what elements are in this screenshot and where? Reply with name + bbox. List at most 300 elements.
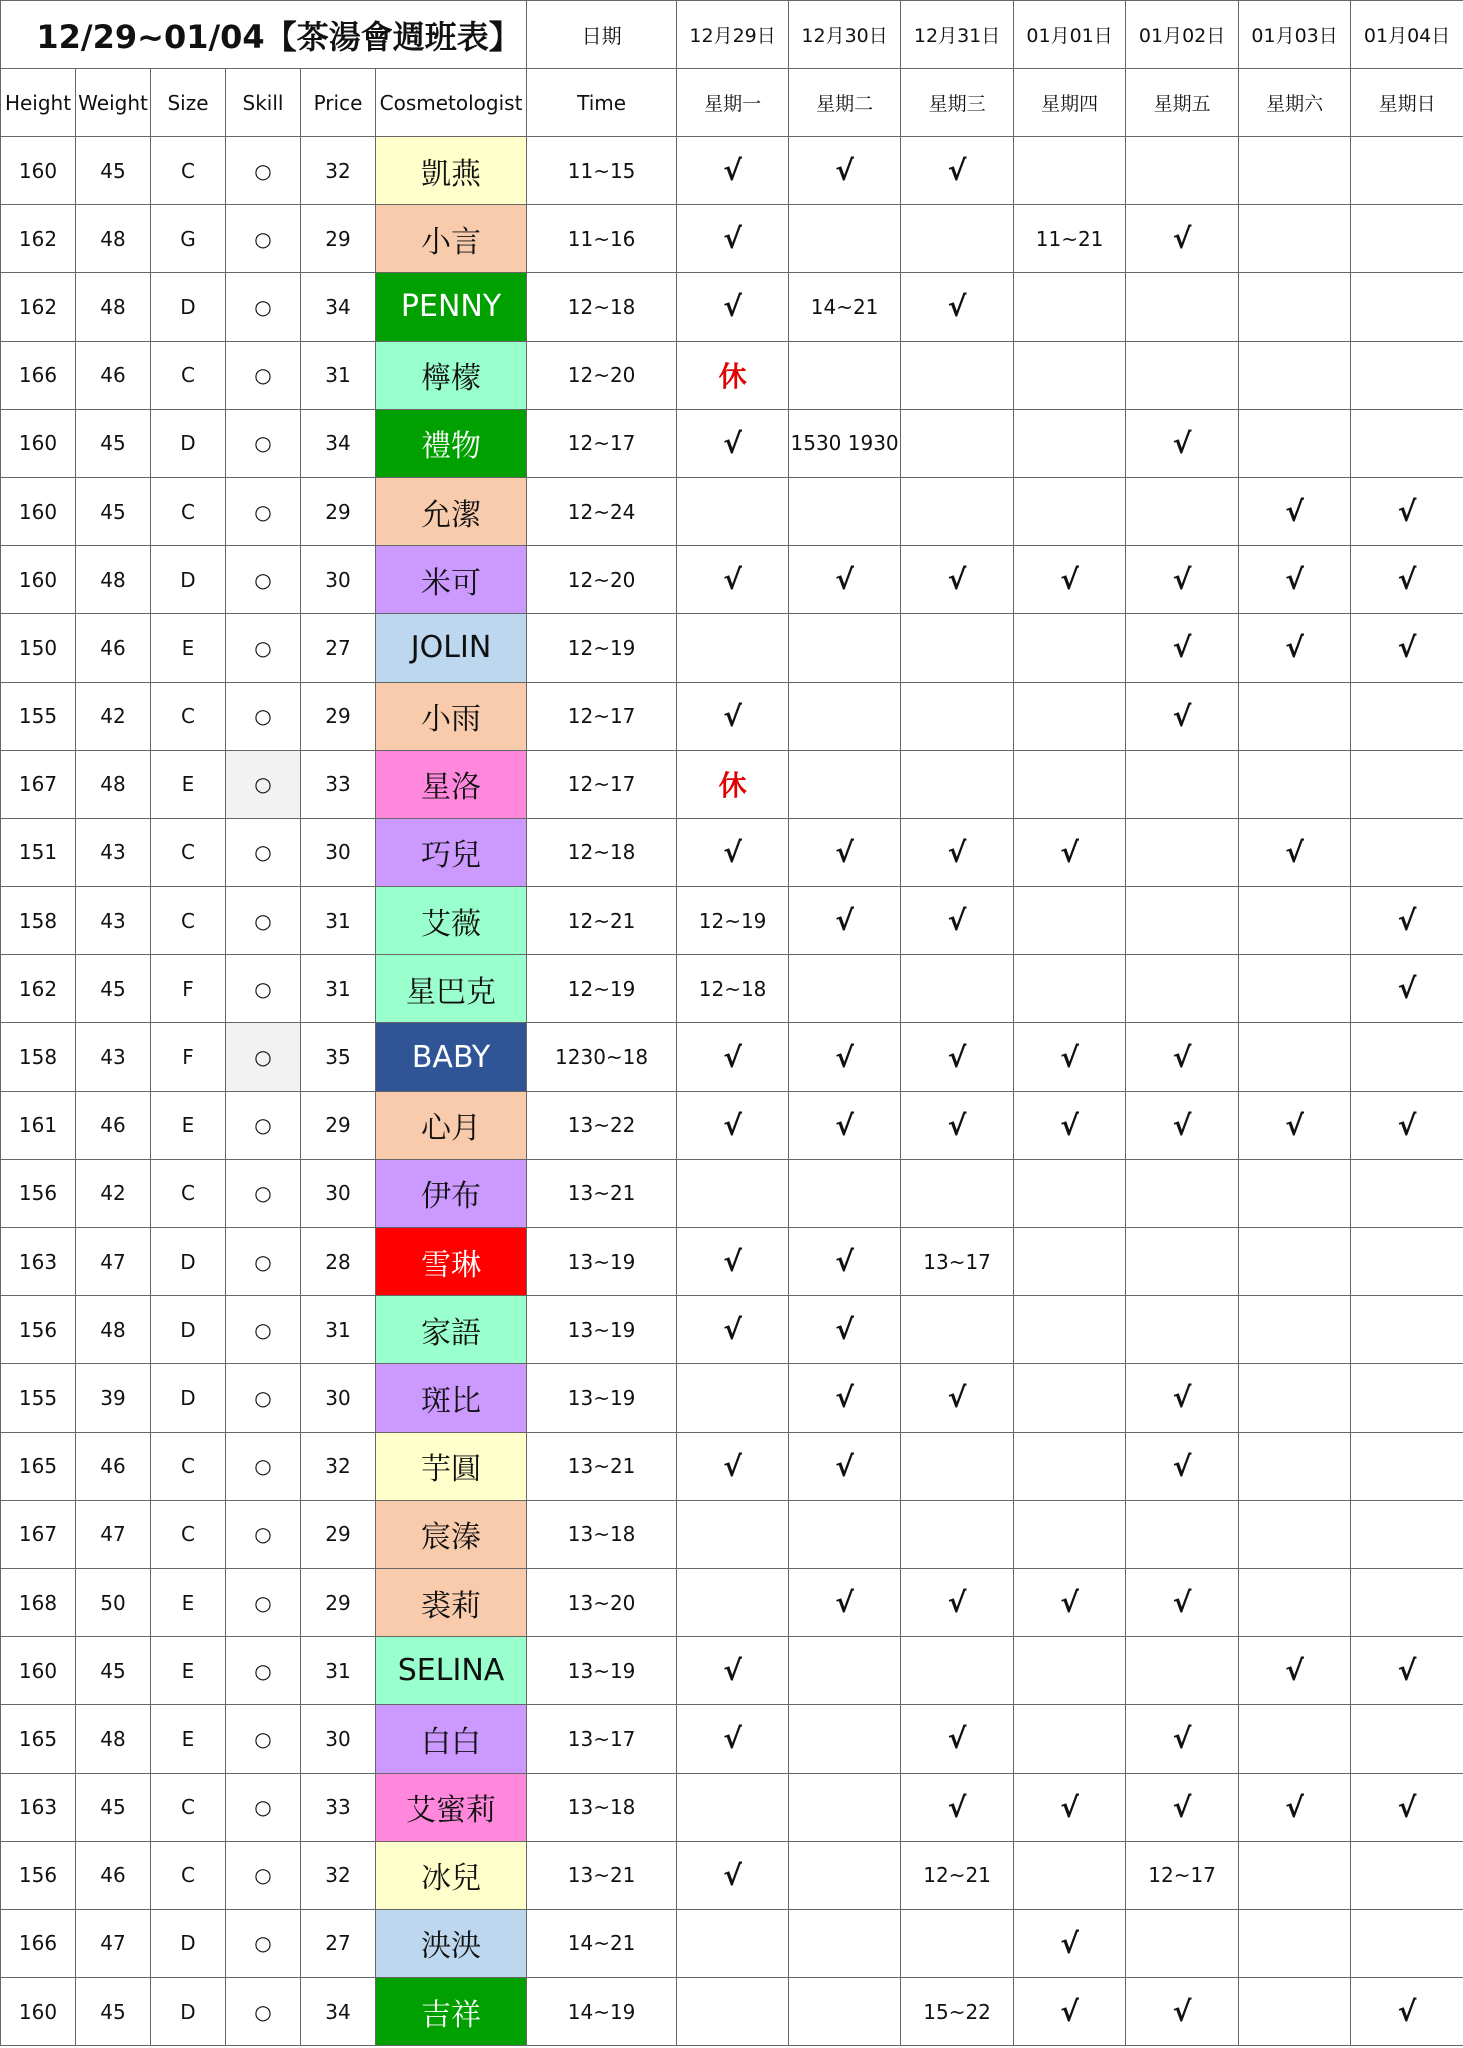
day-check: √ [677,546,789,614]
size-cell: G [151,205,226,273]
day-cell [1126,955,1239,1023]
price-cell: 30 [301,1159,376,1227]
day-check: √ [677,818,789,886]
size-cell: E [151,750,226,818]
day-cell [789,341,901,409]
day-check: √ [901,137,1014,205]
day-check: √ [901,273,1014,341]
price-cell: 30 [301,546,376,614]
day-check: √ [901,1091,1014,1159]
day-cell [1126,750,1239,818]
time-cell: 13~21 [527,1159,677,1227]
time-cell: 12~17 [527,750,677,818]
weight-cell: 47 [76,1228,151,1296]
day-check: √ [1126,205,1239,273]
price-cell: 31 [301,1637,376,1705]
table-row [1,137,1463,205]
height-cell: 160 [1,1978,76,2046]
size-cell: C [151,137,226,205]
price-cell: 29 [301,1568,376,1636]
time-cell: 12~17 [527,409,677,477]
time-cell: 13~18 [527,1500,677,1568]
skill-cell: ○ [226,1432,301,1500]
table-row [1,1364,1463,1432]
day-cell [1239,1568,1351,1636]
day-check: √ [677,1432,789,1500]
day-check: √ [789,1364,901,1432]
day-hours: 13~17 [901,1228,1014,1296]
day-cell [789,1159,901,1227]
weight-cell: 45 [76,409,151,477]
day-cell [789,614,901,682]
price-cell: 35 [301,1023,376,1091]
weekday-header: 星期一 [677,69,789,137]
column-header-cosmetologist: Cosmetologist [376,69,527,137]
height-cell: 156 [1,1841,76,1909]
day-check: √ [1126,614,1239,682]
day-cell [1239,409,1351,477]
table-row [1,341,1463,409]
day-check: √ [1351,477,1463,545]
day-hours: 12~21 [901,1841,1014,1909]
time-cell: 11~15 [527,137,677,205]
cosmetologist-name: 伊布 [376,1159,527,1227]
day-check: √ [1351,1773,1463,1841]
day-check: √ [901,1364,1014,1432]
skill-cell: ○ [226,1773,301,1841]
day-cell [1351,1159,1463,1227]
size-cell: D [151,1364,226,1432]
weight-cell: 46 [76,1841,151,1909]
day-cell [1126,273,1239,341]
day-cell [677,477,789,545]
height-cell: 165 [1,1432,76,1500]
skill-cell: ○ [226,1705,301,1773]
day-off: 休 [677,341,789,409]
day-cell [677,1159,789,1227]
day-cell [1351,1364,1463,1432]
size-cell: E [151,1705,226,1773]
day-cell [1351,1228,1463,1296]
price-cell: 34 [301,409,376,477]
day-check: √ [677,1637,789,1705]
time-cell: 14~19 [527,1978,677,2046]
day-cell [1239,1909,1351,1977]
day-cell [1239,1705,1351,1773]
time-cell: 13~22 [527,1091,677,1159]
day-cell [1014,1705,1126,1773]
day-cell [789,1500,901,1568]
size-cell: C [151,682,226,750]
day-cell [1014,1159,1126,1227]
day-cell [1014,273,1126,341]
day-cell [1239,1841,1351,1909]
day-check: √ [901,1023,1014,1091]
day-cell [1351,1568,1463,1636]
day-cell [901,341,1014,409]
weight-cell: 46 [76,1091,151,1159]
day-check: √ [1126,1091,1239,1159]
price-cell: 32 [301,137,376,205]
day-cell [901,1500,1014,1568]
day-cell [1126,137,1239,205]
price-cell: 29 [301,477,376,545]
time-cell: 12~19 [527,955,677,1023]
day-cell [1239,1159,1351,1227]
height-cell: 155 [1,1364,76,1432]
cosmetologist-name: 斑比 [376,1364,527,1432]
day-check: √ [677,1296,789,1364]
day-check: √ [1014,1909,1126,1977]
day-cell [789,205,901,273]
price-cell: 34 [301,273,376,341]
table-row [1,1432,1463,1500]
weight-cell: 45 [76,955,151,1023]
weight-cell: 45 [76,137,151,205]
day-check: √ [1239,818,1351,886]
weekday-header: 星期五 [1126,69,1239,137]
size-cell: C [151,887,226,955]
date-header: 12月29日 [677,1,789,69]
day-cell [1239,682,1351,750]
day-check: √ [677,1841,789,1909]
time-cell: 12~20 [527,546,677,614]
price-cell: 30 [301,1705,376,1773]
day-cell [789,1773,901,1841]
price-cell: 33 [301,1773,376,1841]
day-cell [789,682,901,750]
size-cell: C [151,1432,226,1500]
day-cell [1239,955,1351,1023]
day-cell [1351,818,1463,886]
day-cell [1014,1228,1126,1296]
price-cell: 33 [301,750,376,818]
table-row [1,1091,1463,1159]
weight-cell: 43 [76,818,151,886]
skill-cell: ○ [226,1909,301,1977]
cosmetologist-name: 小雨 [376,682,527,750]
day-check: √ [789,1023,901,1091]
day-check: √ [1014,818,1126,886]
price-cell: 28 [301,1228,376,1296]
height-cell: 167 [1,1500,76,1568]
height-cell: 167 [1,750,76,818]
time-cell: 13~20 [527,1568,677,1636]
day-check: √ [789,137,901,205]
size-cell: C [151,1773,226,1841]
day-cell [1126,1637,1239,1705]
price-cell: 29 [301,682,376,750]
day-check: √ [1126,1432,1239,1500]
day-cell [1239,137,1351,205]
day-check: √ [1126,409,1239,477]
day-cell [1239,341,1351,409]
day-check: √ [1239,614,1351,682]
day-hours: 1530 1930 [789,409,901,477]
price-cell: 34 [301,1978,376,2046]
time-cell: 12~24 [527,477,677,545]
size-cell: F [151,1023,226,1091]
date-header: 01月03日 [1239,1,1351,69]
day-cell [901,1637,1014,1705]
day-cell [1126,1228,1239,1296]
table-row [1,818,1463,886]
cosmetologist-name: 小言 [376,205,527,273]
day-check: √ [677,1228,789,1296]
day-cell [1126,1500,1239,1568]
height-cell: 165 [1,1705,76,1773]
weight-cell: 45 [76,477,151,545]
day-check: √ [1126,682,1239,750]
day-cell [789,1978,901,2046]
day-cell [677,1500,789,1568]
day-cell [677,1909,789,1977]
weight-cell: 46 [76,614,151,682]
date-header: 01月02日 [1126,1,1239,69]
cosmetologist-name: 星洛 [376,750,527,818]
skill-cell: ○ [226,818,301,886]
day-cell [1351,1023,1463,1091]
day-cell [1351,205,1463,273]
day-check: √ [1014,1568,1126,1636]
skill-cell: ○ [226,955,301,1023]
day-check: √ [677,273,789,341]
date-header: 12月30日 [789,1,901,69]
day-cell [1351,1500,1463,1568]
height-cell: 156 [1,1159,76,1227]
table-row [1,1296,1463,1364]
day-hours: 15~22 [901,1978,1014,2046]
size-cell: C [151,1159,226,1227]
table-row [1,273,1463,341]
size-cell: E [151,1637,226,1705]
height-cell: 168 [1,1568,76,1636]
schedule-title: 12/29~01/04【茶湯會週班表】 [1,1,527,69]
weight-cell: 48 [76,750,151,818]
day-cell [1239,1364,1351,1432]
price-cell: 31 [301,887,376,955]
height-cell: 156 [1,1296,76,1364]
day-cell [901,682,1014,750]
height-cell: 162 [1,205,76,273]
day-cell [789,955,901,1023]
skill-cell: ○ [226,1841,301,1909]
skill-cell: ○ [226,887,301,955]
size-cell: D [151,409,226,477]
table-row [1,1637,1463,1705]
table-row [1,409,1463,477]
column-header-height: Height [1,69,76,137]
day-cell [789,750,901,818]
weight-cell: 48 [76,205,151,273]
day-check: √ [1351,614,1463,682]
time-cell: 12~18 [527,818,677,886]
day-cell [1014,477,1126,545]
day-cell [1239,1500,1351,1568]
day-check: √ [1014,1773,1126,1841]
price-cell: 29 [301,205,376,273]
day-check: √ [677,137,789,205]
cosmetologist-name: BABY [376,1023,527,1091]
time-cell: 13~21 [527,1432,677,1500]
skill-cell: ○ [226,1023,301,1091]
size-cell: D [151,546,226,614]
price-cell: 29 [301,1500,376,1568]
height-cell: 160 [1,137,76,205]
height-cell: 163 [1,1773,76,1841]
time-cell: 13~21 [527,1841,677,1909]
cosmetologist-name: 凱燕 [376,137,527,205]
skill-cell: ○ [226,477,301,545]
table-row [1,1228,1463,1296]
price-cell: 30 [301,1364,376,1432]
cosmetologist-name: 允潔 [376,477,527,545]
weight-cell: 43 [76,1023,151,1091]
price-cell: 31 [301,955,376,1023]
day-cell [1126,1159,1239,1227]
time-cell: 13~19 [527,1637,677,1705]
day-cell [901,955,1014,1023]
day-check: √ [1126,1773,1239,1841]
height-cell: 155 [1,682,76,750]
skill-cell: ○ [226,1228,301,1296]
skill-cell: ○ [226,546,301,614]
column-header-weight: Weight [76,69,151,137]
day-check: √ [1126,1978,1239,2046]
table-row [1,887,1463,955]
day-cell [789,1705,901,1773]
height-cell: 158 [1,1023,76,1091]
day-check: √ [1351,955,1463,1023]
day-cell [1126,1296,1239,1364]
day-cell [1014,137,1126,205]
day-check: √ [901,1705,1014,1773]
height-cell: 162 [1,273,76,341]
weekday-header: 星期三 [901,69,1014,137]
price-cell: 27 [301,1909,376,1977]
date-header: 01月01日 [1014,1,1126,69]
skill-cell: ○ [226,1296,301,1364]
skill-cell: ○ [226,1568,301,1636]
time-cell: 11~16 [527,205,677,273]
day-check: √ [901,887,1014,955]
day-cell [1014,614,1126,682]
day-cell [1126,341,1239,409]
day-cell [789,1841,901,1909]
weight-cell: 45 [76,1773,151,1841]
schedule-body [1,137,1463,2046]
height-cell: 160 [1,546,76,614]
day-cell [789,1909,901,1977]
weight-cell: 47 [76,1909,151,1977]
day-cell [1351,750,1463,818]
cosmetologist-name: 白白 [376,1705,527,1773]
day-cell [1014,1841,1126,1909]
cosmetologist-name: 芋圓 [376,1432,527,1500]
day-cell [1239,887,1351,955]
height-cell: 158 [1,887,76,955]
table-row [1,955,1463,1023]
skill-cell: ○ [226,1091,301,1159]
day-check: √ [1014,1091,1126,1159]
height-cell: 150 [1,614,76,682]
day-cell [1351,137,1463,205]
day-cell [901,1296,1014,1364]
day-cell [1351,1432,1463,1500]
day-cell [1014,341,1126,409]
weight-cell: 46 [76,1432,151,1500]
weight-cell: 48 [76,1296,151,1364]
cosmetologist-name: SELINA [376,1637,527,1705]
day-cell [1239,750,1351,818]
day-check: √ [789,1228,901,1296]
day-check: √ [677,409,789,477]
day-cell [677,1364,789,1432]
cosmetologist-name: 心月 [376,1091,527,1159]
price-cell: 27 [301,614,376,682]
day-hours: 14~21 [789,273,901,341]
skill-cell: ○ [226,205,301,273]
skill-cell: ○ [226,1637,301,1705]
table-row [1,1023,1463,1091]
day-cell [901,1432,1014,1500]
size-cell: D [151,1228,226,1296]
cosmetologist-name: 裘莉 [376,1568,527,1636]
day-cell [1126,1909,1239,1977]
time-cell: 12~20 [527,341,677,409]
table-row [1,1159,1463,1227]
day-cell [1351,682,1463,750]
cosmetologist-name: 冰兒 [376,1841,527,1909]
day-off: 休 [677,750,789,818]
day-cell [1126,818,1239,886]
table-row [1,1500,1463,1568]
size-cell: D [151,273,226,341]
weight-cell: 46 [76,341,151,409]
date-label: 日期 [527,1,677,69]
height-cell: 166 [1,1909,76,1977]
weekday-header: 星期六 [1239,69,1351,137]
weekday-header: 星期四 [1014,69,1126,137]
height-cell: 162 [1,955,76,1023]
day-check: √ [789,546,901,614]
day-check: √ [677,682,789,750]
height-cell: 161 [1,1091,76,1159]
height-cell: 151 [1,818,76,886]
day-check: √ [1351,1637,1463,1705]
day-cell [901,1159,1014,1227]
size-cell: D [151,1296,226,1364]
size-cell: D [151,1978,226,2046]
date-header: 12月31日 [901,1,1014,69]
cosmetologist-name: JOLIN [376,614,527,682]
day-cell [1126,477,1239,545]
table-row [1,1705,1463,1773]
day-check: √ [677,1023,789,1091]
size-cell: E [151,614,226,682]
day-check: √ [1351,1978,1463,2046]
size-cell: C [151,477,226,545]
day-check: √ [789,887,901,955]
day-check: √ [677,1705,789,1773]
day-check: √ [1239,1637,1351,1705]
cosmetologist-name: 吉祥 [376,1978,527,2046]
day-cell [789,477,901,545]
height-cell: 160 [1,477,76,545]
day-check: √ [901,818,1014,886]
cosmetologist-name: 米可 [376,546,527,614]
cosmetologist-name: 泱泱 [376,1909,527,1977]
